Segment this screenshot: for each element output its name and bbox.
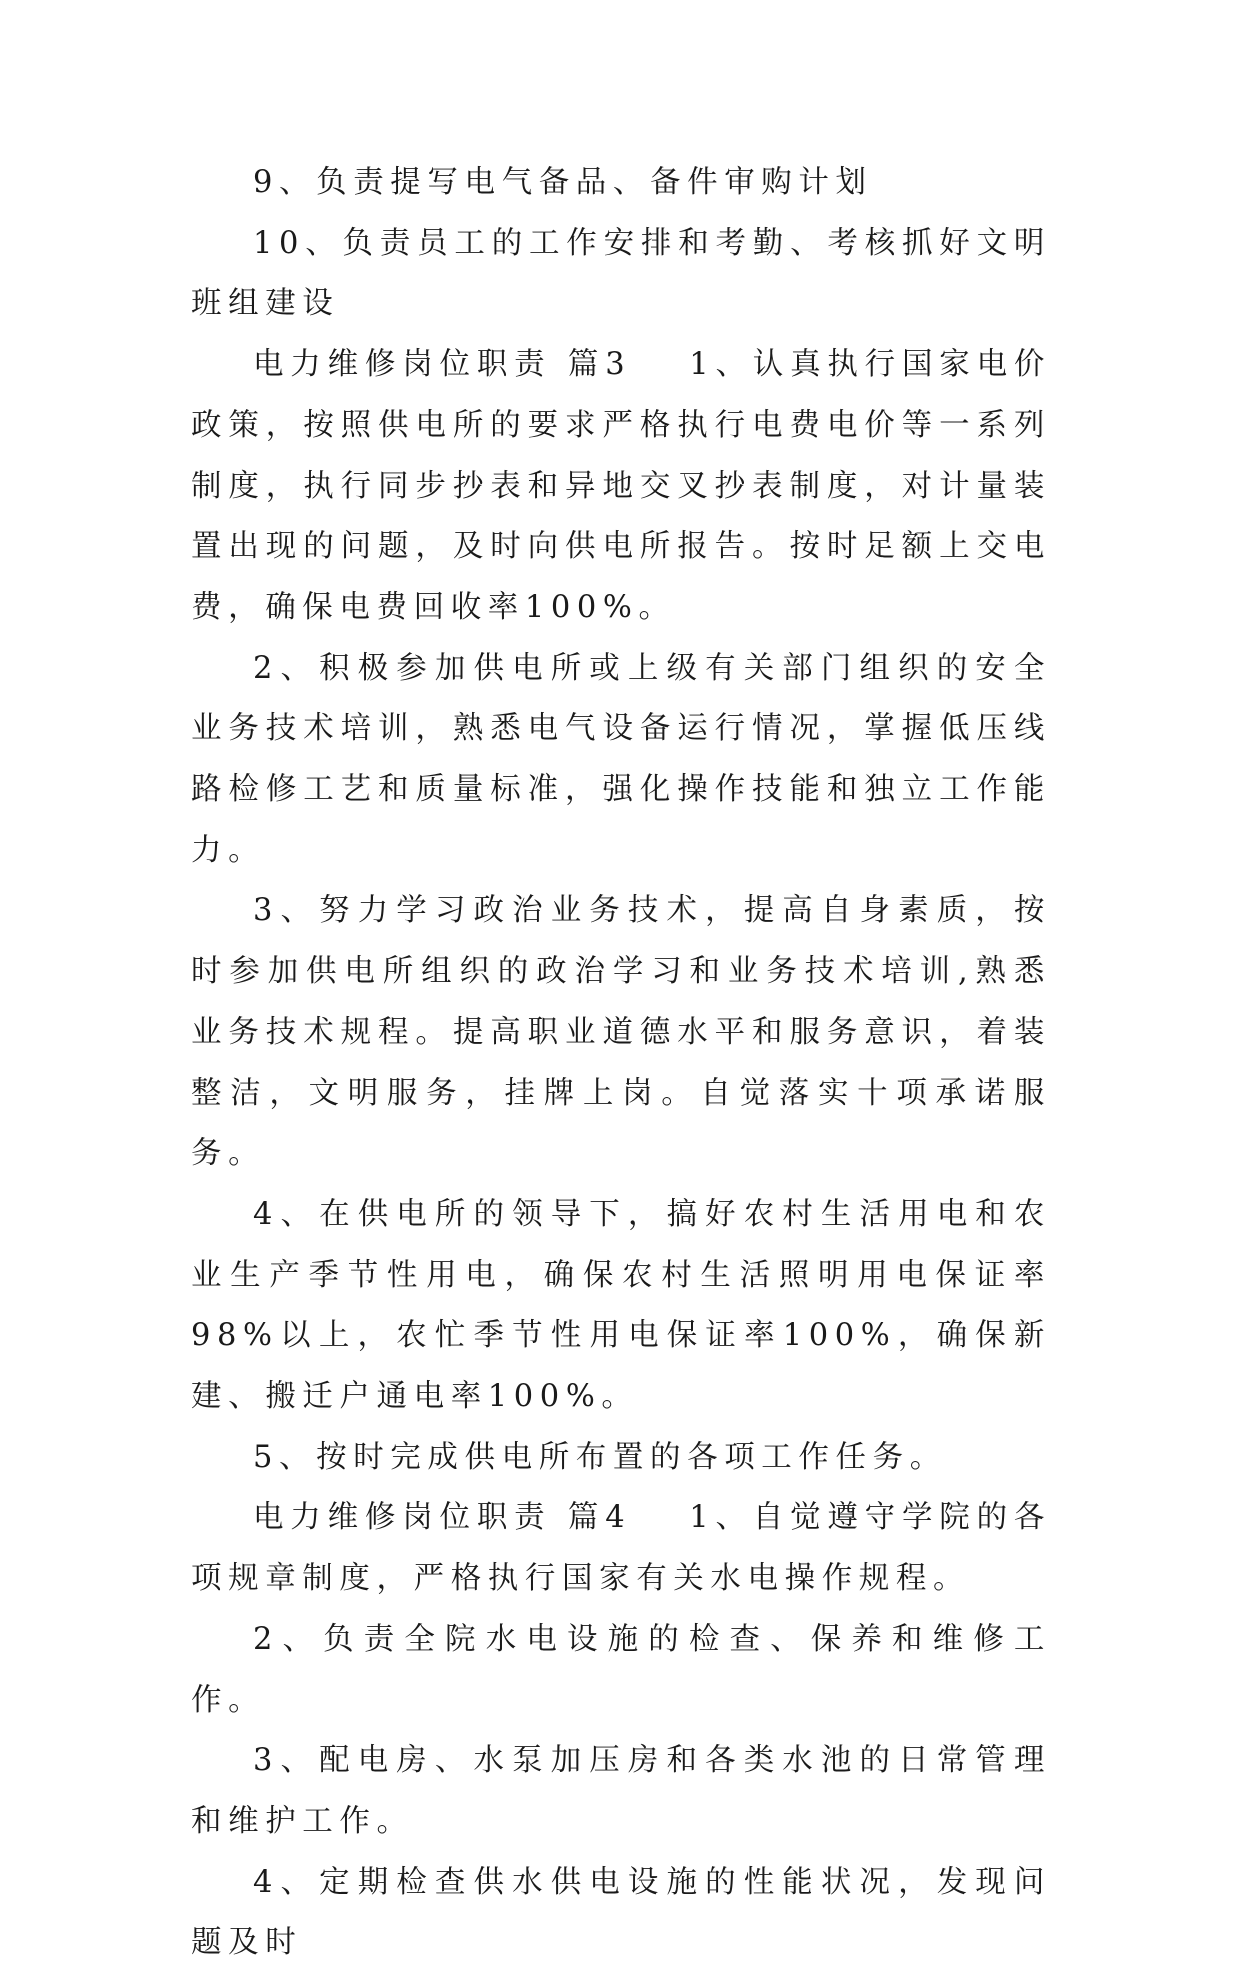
section-3-paragraph	[191, 335, 1051, 639]
section-heading-4: 电力维修岗位职责 篇4	[253, 1500, 632, 1536]
paragraph-item-3b	[191, 1731, 1051, 1852]
paragraph-text: 9、负责提写电气备品、备件审购计划	[253, 165, 873, 200]
document-body	[191, 153, 1051, 1974]
paragraph-text: 3、努力学习政治业务技术，提高自身素质，按时参加供电所组织的政治学习和业务技术培训,熟悉业务技术规程。提高职业道德水平和服务意识，着装整洁，文明服务，挂牌上岗。自觉落实十项承诺服务。	[191, 893, 1051, 1172]
section-heading-3: 电力维修岗位职责 篇3	[253, 347, 632, 383]
paragraph-text: 2、负责全院水电设施的检查、保养和维修工作。	[191, 1621, 1051, 1718]
paragraph-text: 4、定期检查供水供电设施的性能状况，发现问题及时	[191, 1864, 1051, 1961]
paragraph-text: 2、积极参加供电所或上级有关部门组织的安全业务技术培训，熟悉电气设备运行情况，掌握低压线路检修工艺和质量标准，强化操作技能和独立工作能力。	[191, 650, 1051, 868]
paragraph-text: 3、配电房、水泵加压房和各类水池的日常管理和维护工作。	[191, 1743, 1051, 1839]
paragraph-item-2b	[191, 1610, 1051, 1731]
paragraph-item-3	[191, 881, 1051, 1185]
paragraph-item-2	[191, 639, 1051, 882]
paragraph-item-9	[191, 153, 1051, 214]
paragraph-item-10	[191, 214, 1051, 335]
paragraph-text: 4、在供电所的领导下，搞好农村生活用电和农业生产季节性用电，确保农村生活照明用电保证率98%以上，农忙季节性用电保证率100%，确保新建、搬迁户通电率100%。	[191, 1196, 1051, 1415]
paragraph-item-4	[191, 1185, 1051, 1428]
paragraph-item-4b	[191, 1853, 1051, 1974]
paragraph-text: 1、认真执行国家电价政策，按照供电所的要求严格执行电费电价等一系列制度，执行同步抄表和异地交叉抄表制度，对计量装置出现的问题，及时向供电所报告。按时足额上交电费，确保电费回收率100%。	[191, 347, 1051, 625]
paragraph-text: 10、负责员工的工作安排和考勤、考核抓好文明班组建设	[191, 225, 1051, 322]
section-4-paragraph	[191, 1488, 1051, 1609]
paragraph-text: 1、自觉遵守学院的各项规章制度，严格执行国家有关水电操作规程。	[191, 1500, 1051, 1597]
paragraph-item-5	[191, 1428, 1051, 1489]
paragraph-text: 5、按时完成供电所布置的各项工作任务。	[253, 1439, 947, 1475]
